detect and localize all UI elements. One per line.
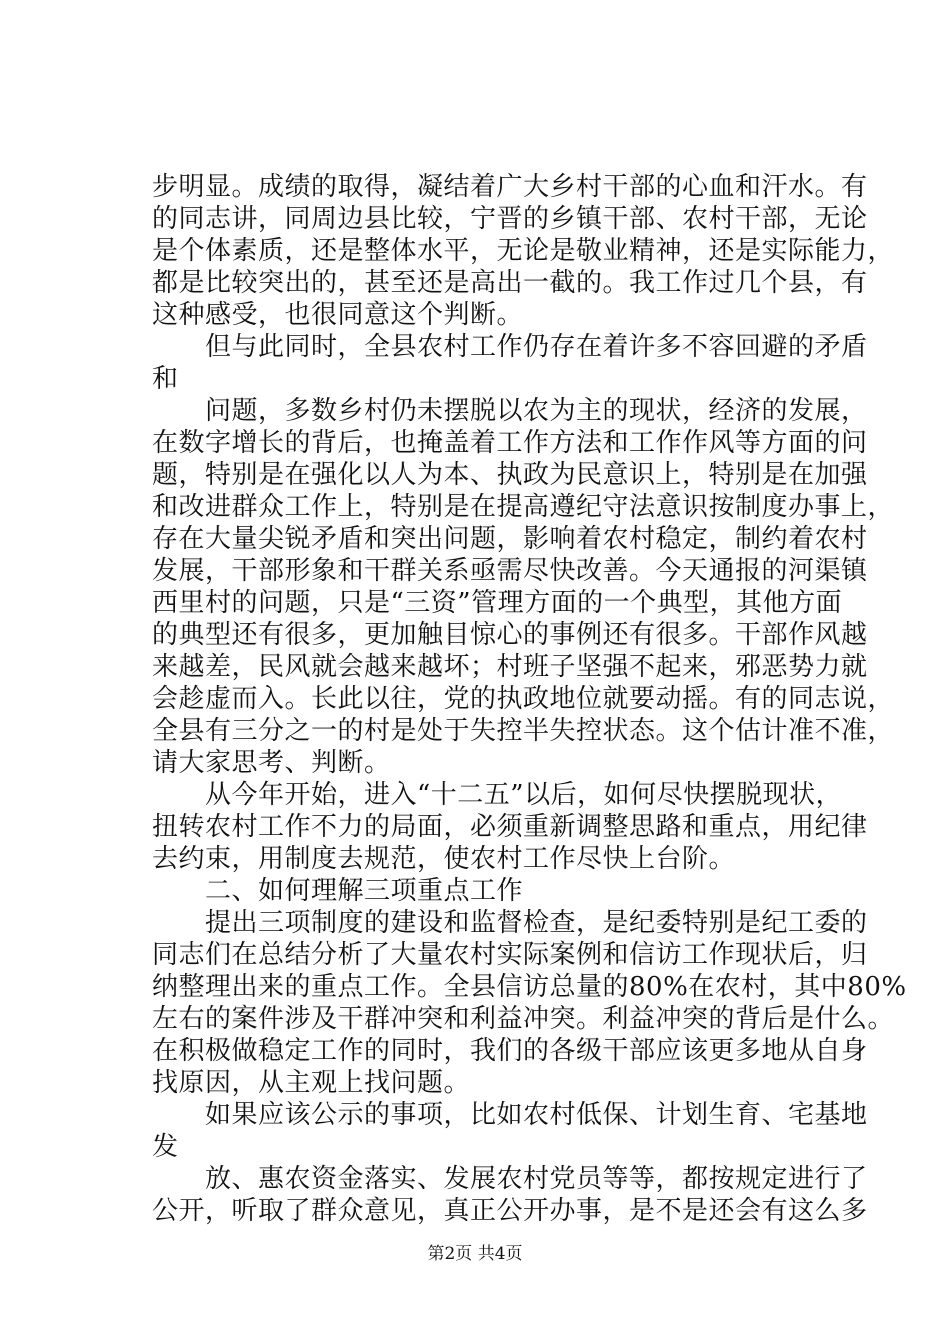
page-number-footer: 第2页 共4页 <box>427 1244 523 1264</box>
text-line: 全县有三分之一的村是处于失控半失控状态。这个估计准不准， <box>152 716 895 746</box>
text-line: 但与此同时，全县农村工作仍存在着许多不容回避的矛盾 <box>152 332 868 362</box>
text-line: 的典型还有很多，更加触目惊心的事例还有很多。干部作风越 <box>152 620 868 650</box>
text-line: 的同志讲，同周边县比较，宁晋的乡镇干部、农村干部，无论 <box>152 204 868 234</box>
text-line: 西里村的问题，只是“三资”管理方面的一个典型，其他方面 <box>152 588 843 618</box>
text-line: 和 <box>152 364 179 394</box>
text-line: 去约束，用制度去规范，使农村工作尽快上台阶。 <box>152 844 736 874</box>
text-line: 问题，多数乡村仍未摆脱以农为主的现状，经济的发展， <box>152 396 868 426</box>
text-line: 和改进群众工作上，特别是在提高遵纪守法意识按制度办事上， <box>152 492 895 522</box>
text-line: 是个体素质，还是整体水平，无论是敬业精神，还是实际能力， <box>152 236 895 266</box>
text-line: 同志们在总结分析了大量农村实际案例和信访工作现状后，归 <box>152 940 868 970</box>
text-line: 发展，干部形象和干群关系亟需尽快改善。今天通报的河渠镇 <box>152 556 868 586</box>
text-line: 找原因，从主观上找问题。 <box>152 1068 471 1098</box>
text-line: 来越差，民风就会越来越坏；村班子坚强不起来，邪恶势力就 <box>152 652 868 682</box>
text-line: 扭转农村工作不力的局面，必须重新调整思路和重点，用纪律 <box>152 812 868 842</box>
text-line: 放、惠农资金落实、发展农村党员等等，都按规定进行了 <box>152 1164 868 1194</box>
text-line: 发 <box>152 1132 179 1162</box>
text-line: 步明显。成绩的取得，凝结着广大乡村干部的心血和汗水。有 <box>152 172 868 202</box>
text-line: 请大家思考、判断。 <box>152 748 391 778</box>
text-line: 都是比较突出的，甚至还是高出一截的。我工作过几个县，有 <box>152 268 868 298</box>
text-line: 在积极做稳定工作的同时，我们的各级干部应该更多地从自身 <box>152 1036 868 1066</box>
text-line: 从今年开始，进入“十二五”以后，如何尽快摆脱现状， <box>152 780 843 810</box>
text-line: 纳整理出来的重点工作。全县信访总量的80%在农村，其中80% <box>152 972 907 1002</box>
text-line: 提出三项制度的建设和监督检查，是纪委特别是纪工委的 <box>152 908 868 938</box>
text-line: 存在大量尖锐矛盾和突出问题，影响着农村稳定，制约着农村 <box>152 524 868 554</box>
text-line: 公开，听取了群众意见，真正公开办事，是不是还会有这么多 <box>152 1196 868 1226</box>
text-line: 在数字增长的背后，也掩盖着工作方法和工作作风等方面的问 <box>152 428 868 458</box>
text-line: 会趁虚而入。长此以往，党的执政地位就要动摇。有的同志说， <box>152 684 895 714</box>
text-line: 左右的案件涉及干群冲突和利益冲突。利益冲突的背后是什么。 <box>152 1004 895 1034</box>
text-line: 题，特别是在强化以人为本、执政为民意识上，特别是在加强 <box>152 460 868 490</box>
section-heading: 二、如何理解三项重点工作 <box>152 876 524 906</box>
text-line: 如果应该公示的事项，比如农村低保、计划生育、宅基地 <box>152 1100 868 1130</box>
text-line: 这种感受，也很同意这个判断。 <box>152 300 524 330</box>
